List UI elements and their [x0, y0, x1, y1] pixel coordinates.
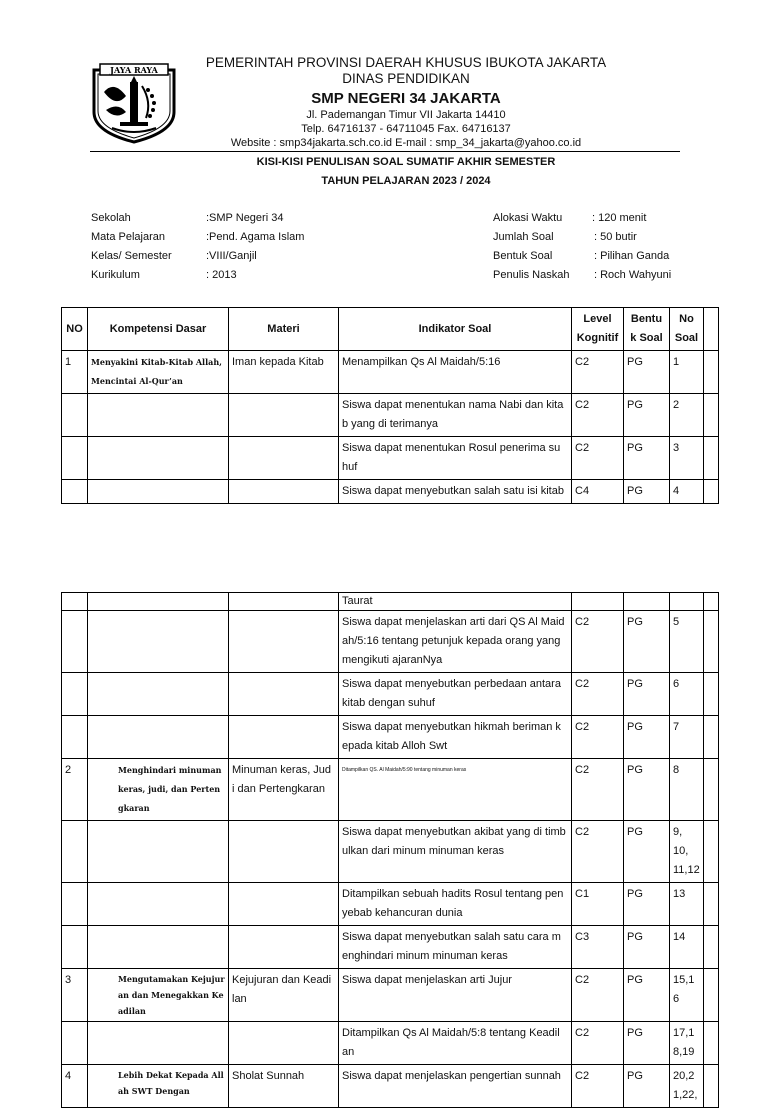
cell-kompetensi: Menghindari minuman keras, judi, dan Pertengkaran [88, 759, 229, 821]
cell-bentuk: PG [624, 437, 670, 480]
cell-kompetensi [88, 883, 229, 926]
meta-label-subject: Mata Pelajaran [91, 231, 165, 243]
meta-label-class: Kelas/ Semester [91, 250, 172, 262]
cell-kompetensi: Lebih Dekat Kepada Allah SWT Dengan [88, 1065, 229, 1108]
cell-materi: Minuman keras, Jud i dan Pertengkaran [229, 759, 339, 821]
kisi-kisi-table-page1 [61, 307, 719, 504]
table-row [62, 394, 719, 437]
header-bentuk: Bentu k Soal [624, 308, 670, 351]
cell-bentuk: PG [624, 969, 670, 1022]
cell-indikator: Ditampilkan sebuah hadits Rosul tentang pen yebab kehancuran dunia [339, 883, 572, 926]
cell-soal: 2 [670, 394, 704, 437]
table-row [62, 716, 719, 759]
cell-soal: 8 [670, 759, 704, 821]
cell-indikator: Siswa dapat menentukan Rosul penerima su huf [339, 437, 572, 480]
cell-no [62, 716, 88, 759]
cell-extra [704, 673, 719, 716]
meta-label-school: Sekolah [91, 212, 131, 224]
cell-no [62, 593, 88, 611]
cell-bentuk: PG [624, 759, 670, 821]
cell-bentuk: PG [624, 1065, 670, 1108]
header-no-soal: No Soal [670, 308, 704, 351]
meta-value-curriculum: : 2013 [206, 269, 237, 281]
cell-kompetensi: Menyakini Kitab-Kitab Allah, Mencintai Al-Qur’an [88, 351, 229, 394]
cell-indikator: Menampilkan Qs Al Maidah/5:16 [339, 351, 572, 394]
cell-extra [704, 759, 719, 821]
cell-level: C2 [572, 759, 624, 821]
cell-no: 1 [62, 351, 88, 394]
meta-value-subject: :Pend. Agama Islam [206, 231, 305, 243]
cell-extra [704, 821, 719, 883]
table-header-row [62, 308, 719, 351]
cell-indikator: Ditampilkan QS. Al Maidah/5:90 tentang minuman keras [339, 759, 572, 821]
meta-value-author: : Roch Wahyuni [594, 269, 672, 281]
cell-bentuk [624, 593, 670, 611]
cell-materi [229, 593, 339, 611]
cell-kompetensi [88, 673, 229, 716]
meta-value-school: :SMP Negeri 34 [206, 212, 284, 224]
meta-label-form: Bentuk Soal [493, 250, 553, 262]
cell-extra [704, 437, 719, 480]
cell-kompetensi [88, 593, 229, 611]
cell-soal: 5 [670, 611, 704, 673]
cell-materi [229, 480, 339, 504]
cell-kompetensi [88, 394, 229, 437]
header-extra [704, 308, 719, 351]
cell-indikator: Siswa dapat menyebutkan salah satu isi kitab [339, 480, 572, 504]
cell-indikator: Siswa dapat menjelaskan arti Jujur [339, 969, 572, 1022]
cell-kompetensi [88, 480, 229, 504]
cell-no [62, 821, 88, 883]
cell-indikator: Siswa dapat menjelaskan arti dari QS Al Maid ah/5:16 tentang petunjuk kepada orang yang mengikuti ajaranNya [339, 611, 572, 673]
cell-extra [704, 883, 719, 926]
cell-soal [670, 593, 704, 611]
cell-level: C2 [572, 1022, 624, 1065]
cell-bentuk: PG [624, 480, 670, 504]
cell-no: 4 [62, 1065, 88, 1108]
cell-soal: 7 [670, 716, 704, 759]
cell-indikator: Siswa dapat menjelaskan pengertian sunnah [339, 1065, 572, 1108]
cell-materi [229, 437, 339, 480]
header-level: Level Kognitif [572, 308, 624, 351]
header-phone: Telp. 64716137 - 64711045 Fax. 64716137 [301, 123, 511, 135]
cell-indikator: Siswa dapat menentukan nama Nabi dan kita b yang di terimanya [339, 394, 572, 437]
cell-kompetensi [88, 611, 229, 673]
cell-no: 2 [62, 759, 88, 821]
logo-text: JAYA RAYA [110, 65, 158, 75]
table-row [62, 969, 719, 1022]
cell-level [572, 593, 624, 611]
table-row [62, 673, 719, 716]
cell-extra [704, 593, 719, 611]
cell-no [62, 926, 88, 969]
cell-materi [229, 1022, 339, 1065]
cell-extra [704, 611, 719, 673]
cell-soal: 13 [670, 883, 704, 926]
header-materi: Materi [229, 308, 339, 351]
cell-materi [229, 883, 339, 926]
cell-extra [704, 926, 719, 969]
table-row [62, 593, 719, 611]
cell-bentuk: PG [624, 926, 670, 969]
meta-label-curriculum: Kurikulum [91, 269, 140, 281]
cell-extra [704, 1065, 719, 1108]
academic-year: TAHUN PELAJARAN 2023 / 2024 [321, 175, 491, 187]
cell-soal: 3 [670, 437, 704, 480]
cell-level: C2 [572, 611, 624, 673]
table-row [62, 437, 719, 480]
meta-value-time: : 120 menit [592, 212, 647, 224]
kisi-kisi-table-page2 [61, 592, 719, 1108]
table-row [62, 821, 719, 883]
cell-level: C2 [572, 821, 624, 883]
cell-materi [229, 673, 339, 716]
cell-extra [704, 1022, 719, 1065]
cell-kompetensi [88, 926, 229, 969]
cell-no [62, 480, 88, 504]
table-row [62, 351, 719, 394]
cell-level: C2 [572, 969, 624, 1022]
cell-soal: 4 [670, 480, 704, 504]
table-row [62, 926, 719, 969]
cell-soal: 9, 10, 11,12 [670, 821, 704, 883]
cell-no [62, 1022, 88, 1065]
cell-indikator: Siswa dapat menyebutkan akibat yang di timb ulkan dari minum minuman keras [339, 821, 572, 883]
cell-level: C2 [572, 1065, 624, 1108]
cell-soal: 6 [670, 673, 704, 716]
table-row [62, 1022, 719, 1065]
meta-label-count: Jumlah Soal [493, 231, 554, 243]
cell-indikator: Siswa dapat menyebutkan hikmah beriman k epada kitab Alloh Swt [339, 716, 572, 759]
meta-label-author: Penulis Naskah [493, 269, 570, 281]
cell-no [62, 883, 88, 926]
table-row [62, 1065, 719, 1108]
cell-indikator: Taurat [339, 593, 572, 611]
cell-materi: Sholat Sunnah [229, 1065, 339, 1108]
cell-indikator: Ditampilkan Qs Al Maidah/5:8 tentang Keadil an [339, 1022, 572, 1065]
cell-level: C1 [572, 883, 624, 926]
cell-soal: 1 [670, 351, 704, 394]
cell-level: C2 [572, 394, 624, 437]
cell-no [62, 394, 88, 437]
cell-bentuk: PG [624, 716, 670, 759]
cell-level: C3 [572, 926, 624, 969]
cell-no [62, 437, 88, 480]
cell-bentuk: PG [624, 673, 670, 716]
cell-kompetensi [88, 1022, 229, 1065]
cell-kompetensi [88, 437, 229, 480]
meta-value-count: : 50 butir [594, 231, 637, 243]
cell-materi [229, 926, 339, 969]
cell-extra [704, 969, 719, 1022]
cell-kompetensi: Mengutamakan Kejujuran dan Menegakkan Keadilan [88, 969, 229, 1022]
header-government: PEMERINTAH PROVINSI DAERAH KHUSUS IBUKOTA JAKARTA [205, 55, 607, 70]
cell-bentuk: PG [624, 821, 670, 883]
cell-materi [229, 716, 339, 759]
cell-bentuk: PG [624, 883, 670, 926]
cell-indikator: Siswa dapat menyebutkan salah satu cara m enghindari minum minuman keras [339, 926, 572, 969]
cell-no [62, 611, 88, 673]
cell-materi: Iman kepada Kitab [229, 351, 339, 394]
cell-extra [704, 351, 719, 394]
cell-bentuk: PG [624, 1022, 670, 1065]
table-row [62, 480, 719, 504]
header-website: Website : smp34jakarta.sch.co.id E-mail : smp_34_jakarta@yahoo.co.id [230, 137, 582, 149]
cell-kompetensi [88, 716, 229, 759]
header-department: DINAS PENDIDIKAN [342, 71, 470, 86]
header-indikator: Indikator Soal [339, 308, 572, 351]
cell-materi: Kejujuran dan Keadi lan [229, 969, 339, 1022]
meta-value-class: :VIII/Ganjil [206, 250, 257, 262]
cell-no: 3 [62, 969, 88, 1022]
cell-materi [229, 611, 339, 673]
cell-extra [704, 480, 719, 504]
cell-bentuk: PG [624, 351, 670, 394]
cell-soal: 17,1 8,19 [670, 1022, 704, 1065]
cell-bentuk: PG [624, 611, 670, 673]
cell-extra [704, 394, 719, 437]
meta-value-form: : Pilihan Ganda [594, 250, 670, 262]
cell-indikator: Siswa dapat menyebutkan perbedaan antara kitab dengan suhuf [339, 673, 572, 716]
cell-materi [229, 821, 339, 883]
header-no: NO [62, 308, 88, 351]
cell-soal: 20,2 1,22, [670, 1065, 704, 1108]
cell-level: C2 [572, 716, 624, 759]
cell-level: C2 [572, 351, 624, 394]
cell-kompetensi [88, 821, 229, 883]
cell-level: C2 [572, 673, 624, 716]
header-kompetensi-dasar: Kompetensi Dasar [88, 308, 229, 351]
header-school-name: SMP NEGERI 34 JAKARTA [311, 90, 501, 107]
table-row [62, 883, 719, 926]
cell-materi [229, 394, 339, 437]
table-row [62, 759, 719, 821]
cell-soal: 14 [670, 926, 704, 969]
cell-level: C4 [572, 480, 624, 504]
table-row [62, 611, 719, 673]
document-title: KISI-KISI PENULISAN SOAL SUMATIF AKHIR SEMESTER [256, 156, 556, 168]
cell-level: C2 [572, 437, 624, 480]
header-address: Jl. Pademangan Timur VII Jakarta 14410 [306, 109, 506, 121]
cell-bentuk: PG [624, 394, 670, 437]
letterhead-divider [90, 151, 680, 152]
cell-extra [704, 716, 719, 759]
meta-label-time: Alokasi Waktu [493, 212, 563, 224]
cell-no [62, 673, 88, 716]
cell-soal: 15,16 [670, 969, 704, 1022]
